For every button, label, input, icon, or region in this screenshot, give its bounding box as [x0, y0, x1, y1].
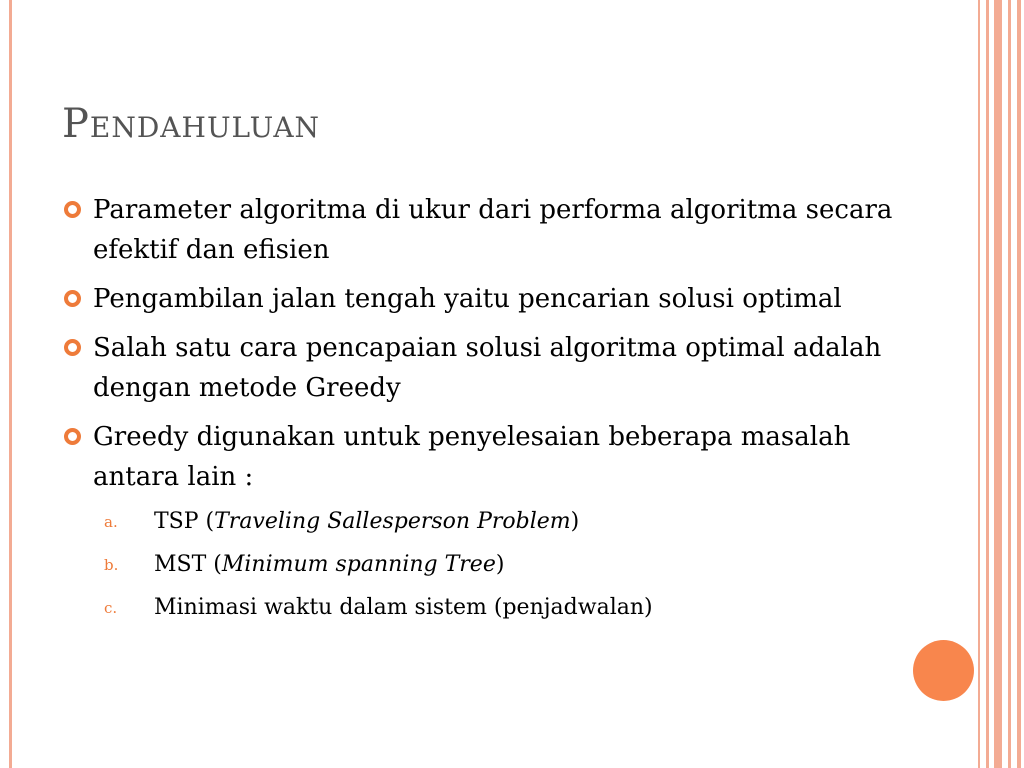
sub-item: [104, 586, 912, 629]
bullet-item: [62, 328, 912, 408]
sub-item-marker: a.: [104, 513, 118, 531]
sub-item-prefix: Minimasi waktu dalam sistem (penjadwalan): [154, 595, 653, 620]
right-border-line-2: [986, 0, 989, 768]
slide-title: Pendahuluan: [62, 101, 321, 147]
sub-item-emphasis: Minimum spanning Tree: [221, 552, 496, 577]
right-border-line-5: [1017, 0, 1021, 768]
bullet-text: Pengambilan jalan tengah yaitu pencarian solusi optimal: [93, 284, 842, 314]
sub-item: [104, 543, 912, 586]
sub-item-prefix: TSP (: [154, 509, 215, 534]
sub-item-marker: c.: [104, 599, 118, 617]
circle-bullet-icon: [64, 201, 81, 218]
decorative-circle: [913, 640, 974, 701]
sub-item-suffix: ): [495, 552, 505, 577]
bullet-text: Parameter algoritma di ukur dari performa algoritma secara efektif dan efisien: [93, 195, 893, 265]
right-border-line-4: [1008, 0, 1011, 768]
bullet-text: Salah satu cara pencapaian solusi algoritma optimal adalah dengan metode Greedy: [93, 333, 882, 403]
circle-bullet-icon: [64, 290, 81, 307]
sub-list: [104, 500, 912, 629]
circle-bullet-icon: [64, 339, 81, 356]
sub-item-suffix: ): [570, 509, 580, 534]
sub-item-marker: b.: [104, 556, 119, 574]
circle-bullet-icon: [64, 428, 81, 445]
sub-item-prefix: MST (: [154, 552, 222, 577]
bullet-text: Greedy digunakan untuk penyelesaian beberapa masalah antara lain :: [93, 422, 851, 492]
left-border-line: [9, 0, 12, 768]
sub-item-emphasis: Traveling Sallesperson Problem: [214, 509, 571, 534]
bullet-item: [62, 190, 912, 270]
slide-content: [62, 190, 912, 629]
bullet-item: [62, 417, 912, 497]
right-border-line-3: [994, 0, 1002, 768]
sub-item: [104, 500, 912, 543]
bullet-item: [62, 279, 912, 319]
right-border-line-1: [978, 0, 980, 768]
